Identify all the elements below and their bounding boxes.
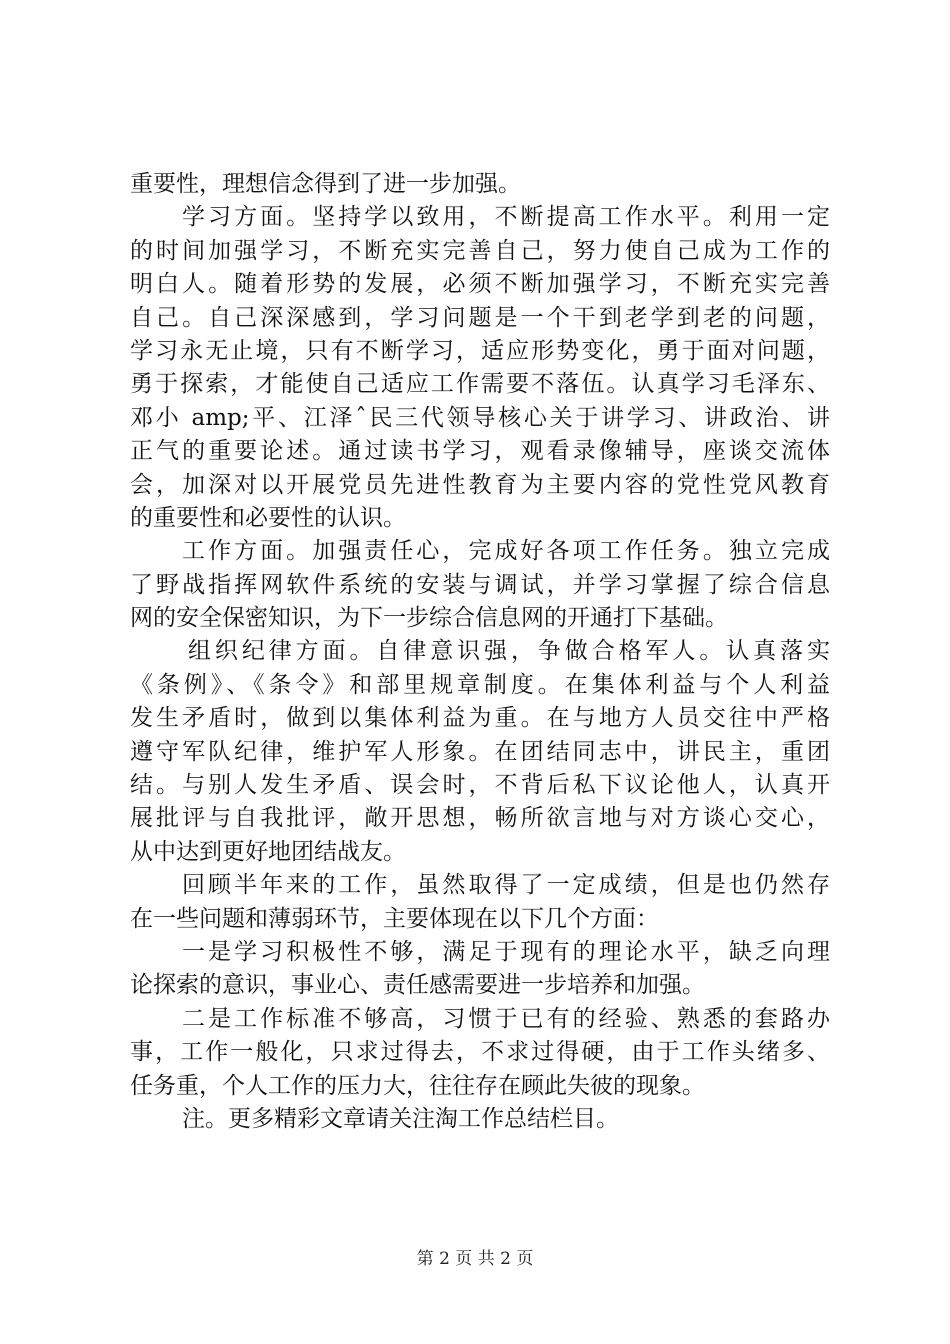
text-line: 事，工作一般化，只求过得去，不求过得硬，由于工作头绪多、 xyxy=(130,1039,830,1066)
text-line: 正气的重要论述。通过读书学习，观看录像辅导，座谈交流体 xyxy=(130,438,830,465)
text-line: 了野战指挥网软件系统的安装与调试，并学习掌握了综合信息 xyxy=(130,571,830,598)
text-line: 的时间加强学习，不断充实完善自己，努力使自己成为工作的 xyxy=(130,237,830,264)
document-body xyxy=(130,168,830,1136)
text-line: 的重要性和必要性的认识。 xyxy=(130,504,406,531)
text-line: 在一些问题和薄弱环节，主要体现在以下几个方面： xyxy=(130,905,659,932)
text-line: 学习方面。坚持学以致用，不断提高工作水平。利用一定 xyxy=(182,204,830,231)
text-line: 结。与别人发生矛盾、误会时，不背后私下议论他人，认真开 xyxy=(130,772,830,799)
page-footer: 第 2 页 共 2 页 xyxy=(416,1249,534,1269)
text-line: 会，加深对以开展党员先进性教育为主要内容的党性党风教育 xyxy=(130,471,830,498)
text-line: 一是学习积极性不够，满足于现有的理论水平，缺乏向理 xyxy=(182,938,830,965)
text-line: 工作方面。加强责任心，完成好各项工作任务。独立完成 xyxy=(182,538,830,565)
text-line: 《条例》、《条令》和部里规章制度。在集体利益与个人利益 xyxy=(130,671,830,698)
text-line: 邓小 amp;平、江泽ˆ民三代领导核心关于讲学习、讲政治、讲 xyxy=(130,404,830,431)
text-line: 重要性，理想信念得到了进一步加强。 xyxy=(130,171,521,197)
text-line: 明白人。随着形势的发展，必须不断加强学习，不断充实完善 xyxy=(130,271,830,298)
text-line: 学习永无止境，只有不断学习，适应形势变化，勇于面对问题， xyxy=(130,337,830,364)
text-line: 遵守军队纪律，维护军人形象。在团结同志中，讲民主，重团 xyxy=(130,738,830,765)
text-line: 注。更多精彩文章请关注淘工作总结栏目。 xyxy=(182,1105,619,1132)
text-line: 自己。自己深深感到，学习问题是一个干到老学到老的问题， xyxy=(130,304,830,331)
text-line: 组织纪律方面。自律意识强，争做合格军人。认真落实 xyxy=(188,638,830,665)
text-line: 任务重，个人工作的压力大，往往存在顾此失彼的现象。 xyxy=(130,1072,705,1099)
text-line: 从中达到更好地团结战友。 xyxy=(130,838,406,865)
text-line: 发生矛盾时，做到以集体利益为重。在与地方人员交往中严格 xyxy=(130,705,830,732)
text-line: 勇于探索，才能使自己适应工作需要不落伍。认真学习毛泽东、 xyxy=(130,371,830,398)
text-line: 展批评与自我批评，敞开思想，畅所欲言地与对方谈心交心， xyxy=(130,805,830,832)
text-line: 回顾半年来的工作，虽然取得了一定成绩，但是也仍然存 xyxy=(182,872,830,899)
text-line: 论探索的意识，事业心、责任感需要进一步培养和加强。 xyxy=(130,972,705,999)
text-line: 二是工作标准不够高，习惯于已有的经验、熟悉的套路办 xyxy=(182,1005,830,1032)
text-line: 网的安全保密知识，为下一步综合信息网的开通打下基础。 xyxy=(130,605,728,632)
